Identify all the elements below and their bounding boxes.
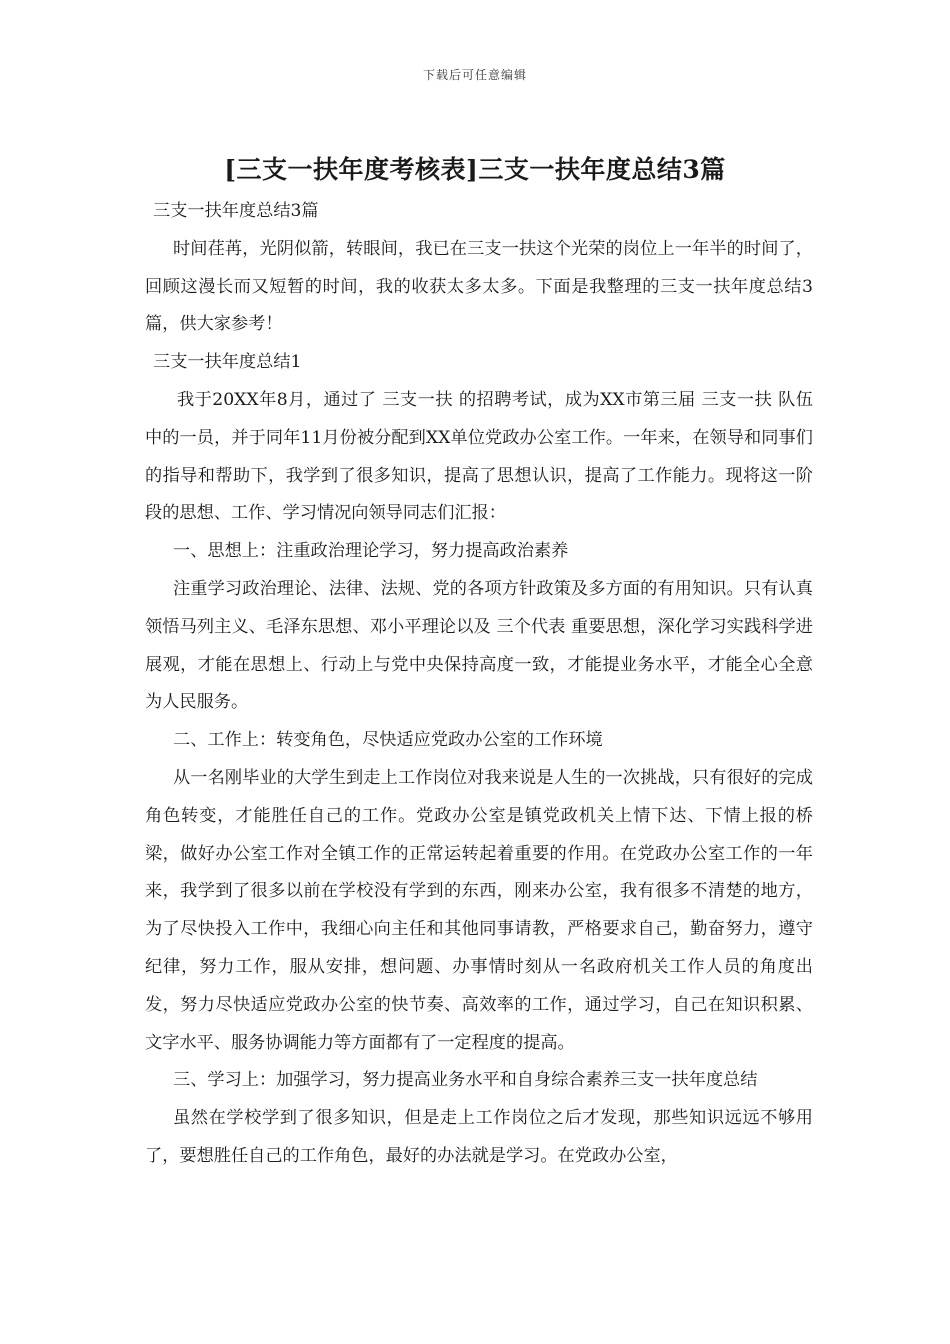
document-title: [三支一扶年度考核表]三支一扶年度总结3篇 — [224, 155, 726, 184]
header-note: 下载后可任意编辑 — [422, 68, 527, 82]
paragraph-background: 我于20XX年8月，通过了 三支一扶 的招聘考试，成为XX市第三届 三支一扶 队伍中的一员，并于同年11月份被分配到XX单位党政办公室工作。一年来，在领导和同事们的指导和帮助下，我学到了很多知识，提高了思想认识，提高了工作能力。现将这一阶段的思想、工作、学习情况向领导同志们汇报： — [145, 389, 813, 524]
paragraph-study: 虽然在学校学到了很多知识，但是走上工作岗位之后才发现，那些知识远远不够用了，要想胜任自己的工作角色，最好的办法就是学习。在党政办公室， — [145, 1108, 813, 1166]
section-heading-study: 三、学习上：加强学习，努力提高业务水平和自身综合素养三支一扶年度总结 — [173, 1070, 758, 1091]
paragraph-work: 从一名刚毕业的大学生到走上工作岗位对我来说是人生的一次挑战，只有很好的完成角色转变，才能胜任自己的工作。党政办公室是镇党政机关上情下达、下情上报的桥梁，做好办公室工作对全镇工作的正常运转起着重要的作用。在党政办公室工作的一年来，我学到了很多以前在学校没有学到的东西，刚来办公室，我有很多不清楚的地方，为了尽快投入工作中，我细心向主任和其他同事请教，严格要求自己，勤奋努力，遵守纪律，努力工作，服从安排，想问题、办事情时刻从一名政府机关工作人员的角度出发，努力尽快适应党政办公室的快节奏、高效率的工作，通过学习，自己在知识积累、文字水平、服务协调能力等方面都有了一定程度的提高。 — [145, 767, 813, 1053]
document-body — [145, 193, 813, 1176]
subheading-summary-3: 三支一扶年度总结3篇 — [153, 201, 319, 221]
section-heading-work: 二、工作上：转变角色，尽快适应党政办公室的工作环境 — [173, 730, 603, 751]
section-heading-thought: 一、思想上：注重政治理论学习，努力提高政治素养 — [173, 541, 569, 562]
paragraph-intro: 时间荏苒，光阴似箭，转眼间，我已在三支一扶这个光荣的岗位上一年半的时间了，回顾这漫长而又短暂的时间，我的收获太多太多。下面是我整理的三支一扶年度总结3篇，供大家参考！ — [145, 238, 813, 335]
subheading-summary-1: 三支一扶年度总结1 — [153, 352, 302, 373]
paragraph-thought: 注重学习政治理论、法律、法规、党的各项方针政策及多方面的有用知识。只有认真领悟马列主义、毛泽东思想、邓小平理论以及 三个代表 重要思想，深化学习实践科学进展观，才能在思想上、行动上与党中央保持高度一致，才能提业务水平，才能全心全意为人民服务。 — [145, 578, 813, 713]
